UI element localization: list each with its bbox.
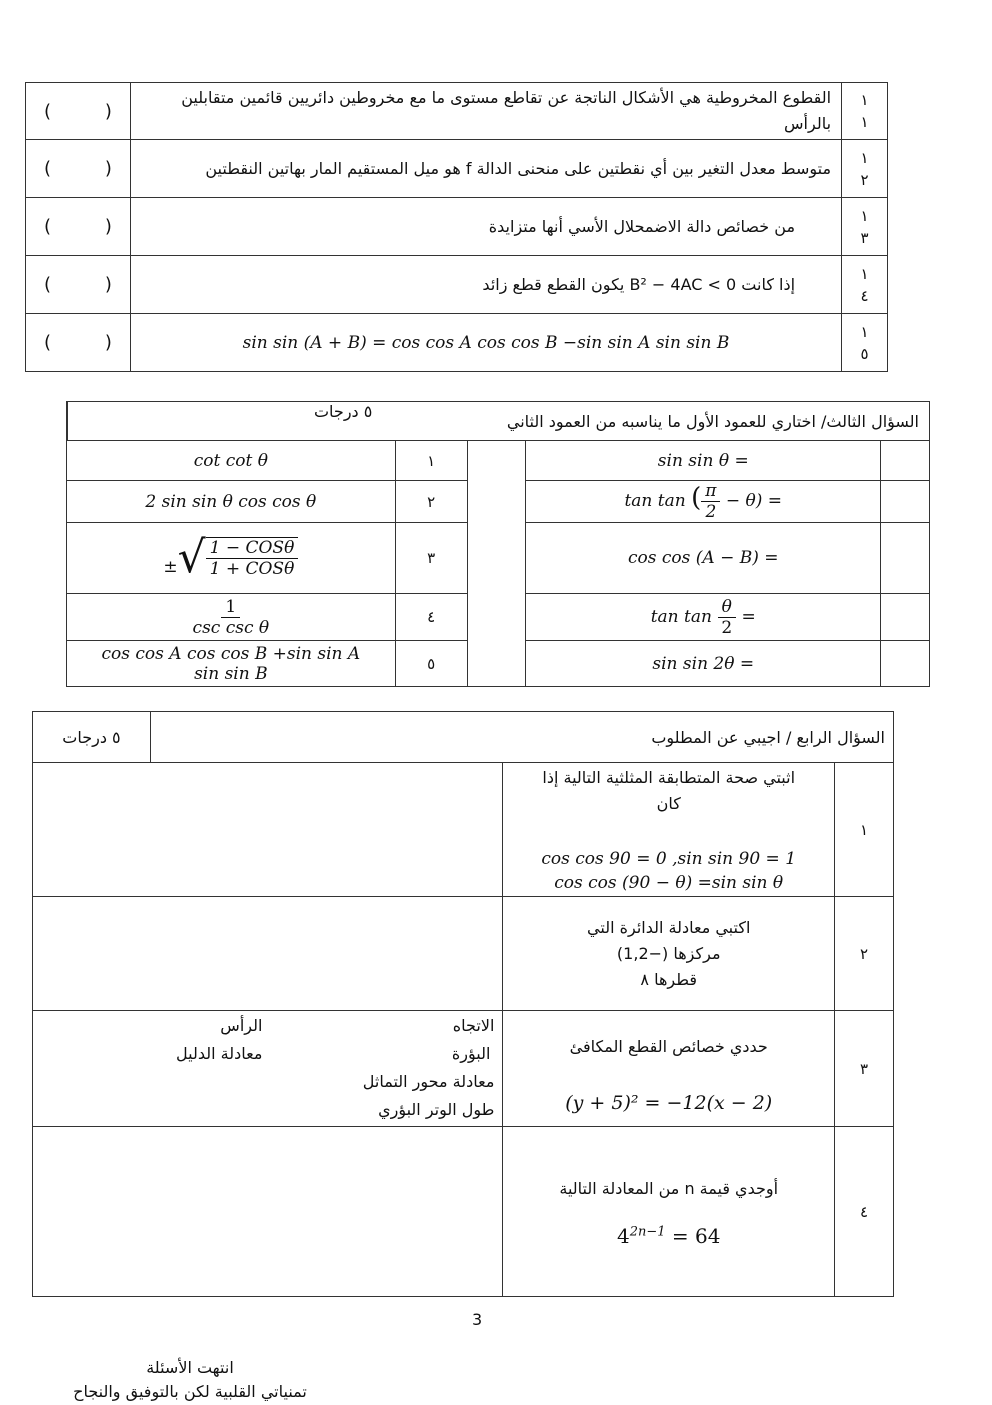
question-cell: أوجدي قيمة n من المعادلة التالية $4^{2n-1} = 64$ <box>503 1127 835 1297</box>
answer-area[interactable] <box>33 1011 503 1127</box>
table-row <box>33 1011 894 1127</box>
label-latus-rectum: طول الوتر البؤري <box>378 1100 495 1119</box>
question-number: ١ ٣ <box>842 198 888 256</box>
table-row <box>26 256 888 314</box>
answer-option: $\frac{1}{\text{csc csc θ}}$ <box>67 594 396 641</box>
question-number: ١ ٤ <box>842 256 888 314</box>
answer-blank[interactable]: ( ) <box>26 198 131 256</box>
table-row <box>33 1127 894 1297</box>
answer-blank[interactable]: ( ) <box>26 256 131 314</box>
answer-area[interactable] <box>33 763 503 897</box>
page-number: 3 <box>472 1310 483 1329</box>
match-blank[interactable] <box>881 523 930 594</box>
label-direction: الاتجاه <box>452 1016 495 1035</box>
option-number: ٣ <box>395 523 467 594</box>
answer-option: cos cos A cos cos B +sin sin A sin sin B <box>67 641 396 687</box>
answer-area[interactable] <box>33 1127 503 1297</box>
label-focus: البؤرة <box>451 1044 491 1063</box>
question-number: ٤ <box>835 1127 894 1297</box>
answer-option: ± √ $\frac{\text{1 − COSθ}}{\text{1 + COSθ}}$ <box>67 523 396 594</box>
label-axis: معادلة محور التماثل <box>362 1072 495 1091</box>
match-blank[interactable] <box>881 481 930 523</box>
question-number: ١ ٥ <box>842 314 888 372</box>
section-title: السؤال الرابع / اجيبي عن المطلوب <box>150 712 893 763</box>
statement-text: متوسط معدل التغير بين أي نقطتين على منحنى الدالة f هو ميل المستقيم المار بهاتين النقطتين <box>130 140 841 198</box>
closing-wishes: تمنياتي القلبية لكن بالتوفيق والنجاح <box>73 1382 307 1401</box>
question-number: ٢ <box>835 897 894 1011</box>
prompt-expression: sin sin 2θ = <box>526 641 881 687</box>
answer-area[interactable] <box>33 897 503 1011</box>
label-vertex: الرأس <box>220 1016 263 1035</box>
answer-option: cot cot θ <box>67 441 396 481</box>
question-number: ١ ١ <box>842 83 888 140</box>
table-row <box>33 897 894 1011</box>
answer-blank[interactable]: ( ) <box>26 140 131 198</box>
statement-text: القطوع المخروطية هي الأشكال الناتجة عن تقاطع مستوى ما مع مخروطين دائريين قائمين متقابلين بالرأس <box>130 83 841 140</box>
match-answer-column[interactable] <box>467 441 526 687</box>
option-number: ١ <box>395 441 467 481</box>
answer-option: 2 sin sin θ cos cos θ <box>67 481 396 523</box>
question-number: ١ <box>835 763 894 897</box>
question-number: ٣ <box>835 1011 894 1127</box>
true-false-table <box>25 82 888 372</box>
match-blank[interactable] <box>881 641 930 687</box>
section-header-row <box>33 712 894 763</box>
table-row <box>33 763 894 897</box>
matching-table <box>66 401 930 687</box>
question-cell: حددي خصائص القطع المكافئ (y + 5)² = −12(x − 2) <box>503 1011 835 1127</box>
option-number: ٤ <box>395 594 467 641</box>
prompt-expression: tan tan ( $\frac{\pi}{2}$ − θ) = <box>526 481 881 523</box>
label-directrix: معادلة الدليل <box>176 1044 263 1063</box>
answer-blank[interactable]: ( ) <box>26 83 131 140</box>
table-row <box>67 441 930 481</box>
grade-label: ٥ درجات <box>67 402 396 441</box>
table-row <box>26 140 888 198</box>
match-blank[interactable] <box>881 594 930 641</box>
question-number: ١ ٢ <box>842 140 888 198</box>
prompt-expression: sin sin θ = <box>526 441 881 481</box>
end-message: انتهت الأسئلة <box>146 1358 234 1377</box>
prompt-expression: tan tan $\frac{\theta}{2}$ = <box>526 594 881 641</box>
grade-label: ٥ درجات <box>33 712 151 763</box>
table-row <box>26 83 888 140</box>
section-header-row <box>67 402 930 441</box>
statement-text: إذا كانت B² − 4AC < 0 يكون القطع قطع زائد <box>130 256 841 314</box>
statement-text: من خصائص دالة الاضمحلال الأسي أنها متزايدة <box>130 198 841 256</box>
prompt-expression: cos cos (A − B) = <box>526 523 881 594</box>
option-number: ٢ <box>395 481 467 523</box>
option-number: ٥ <box>395 641 467 687</box>
statement-formula: sin sin (A + B) = cos cos A cos cos B −sin sin A sin sin B <box>130 314 841 372</box>
question-cell: اكتبي معادلة الدائرة التي مركزها (−1,2) قطرها ٨ <box>503 897 835 1011</box>
table-row <box>26 198 888 256</box>
table-row <box>26 314 888 372</box>
question-cell: اثبتي صحة المتطابقة المثلثية التالية إذا كان cos cos 90 = 0 ,sin sin 90 = 1 cos cos (90 − θ) =sin sin θ <box>503 763 835 897</box>
section-title: السؤال الثالث/ اختاري للعمود الأول ما يناسبه من العمود الثاني <box>395 402 929 441</box>
answer-required-table <box>32 711 894 1297</box>
answer-blank[interactable]: ( ) <box>26 314 131 372</box>
match-blank[interactable] <box>881 441 930 481</box>
